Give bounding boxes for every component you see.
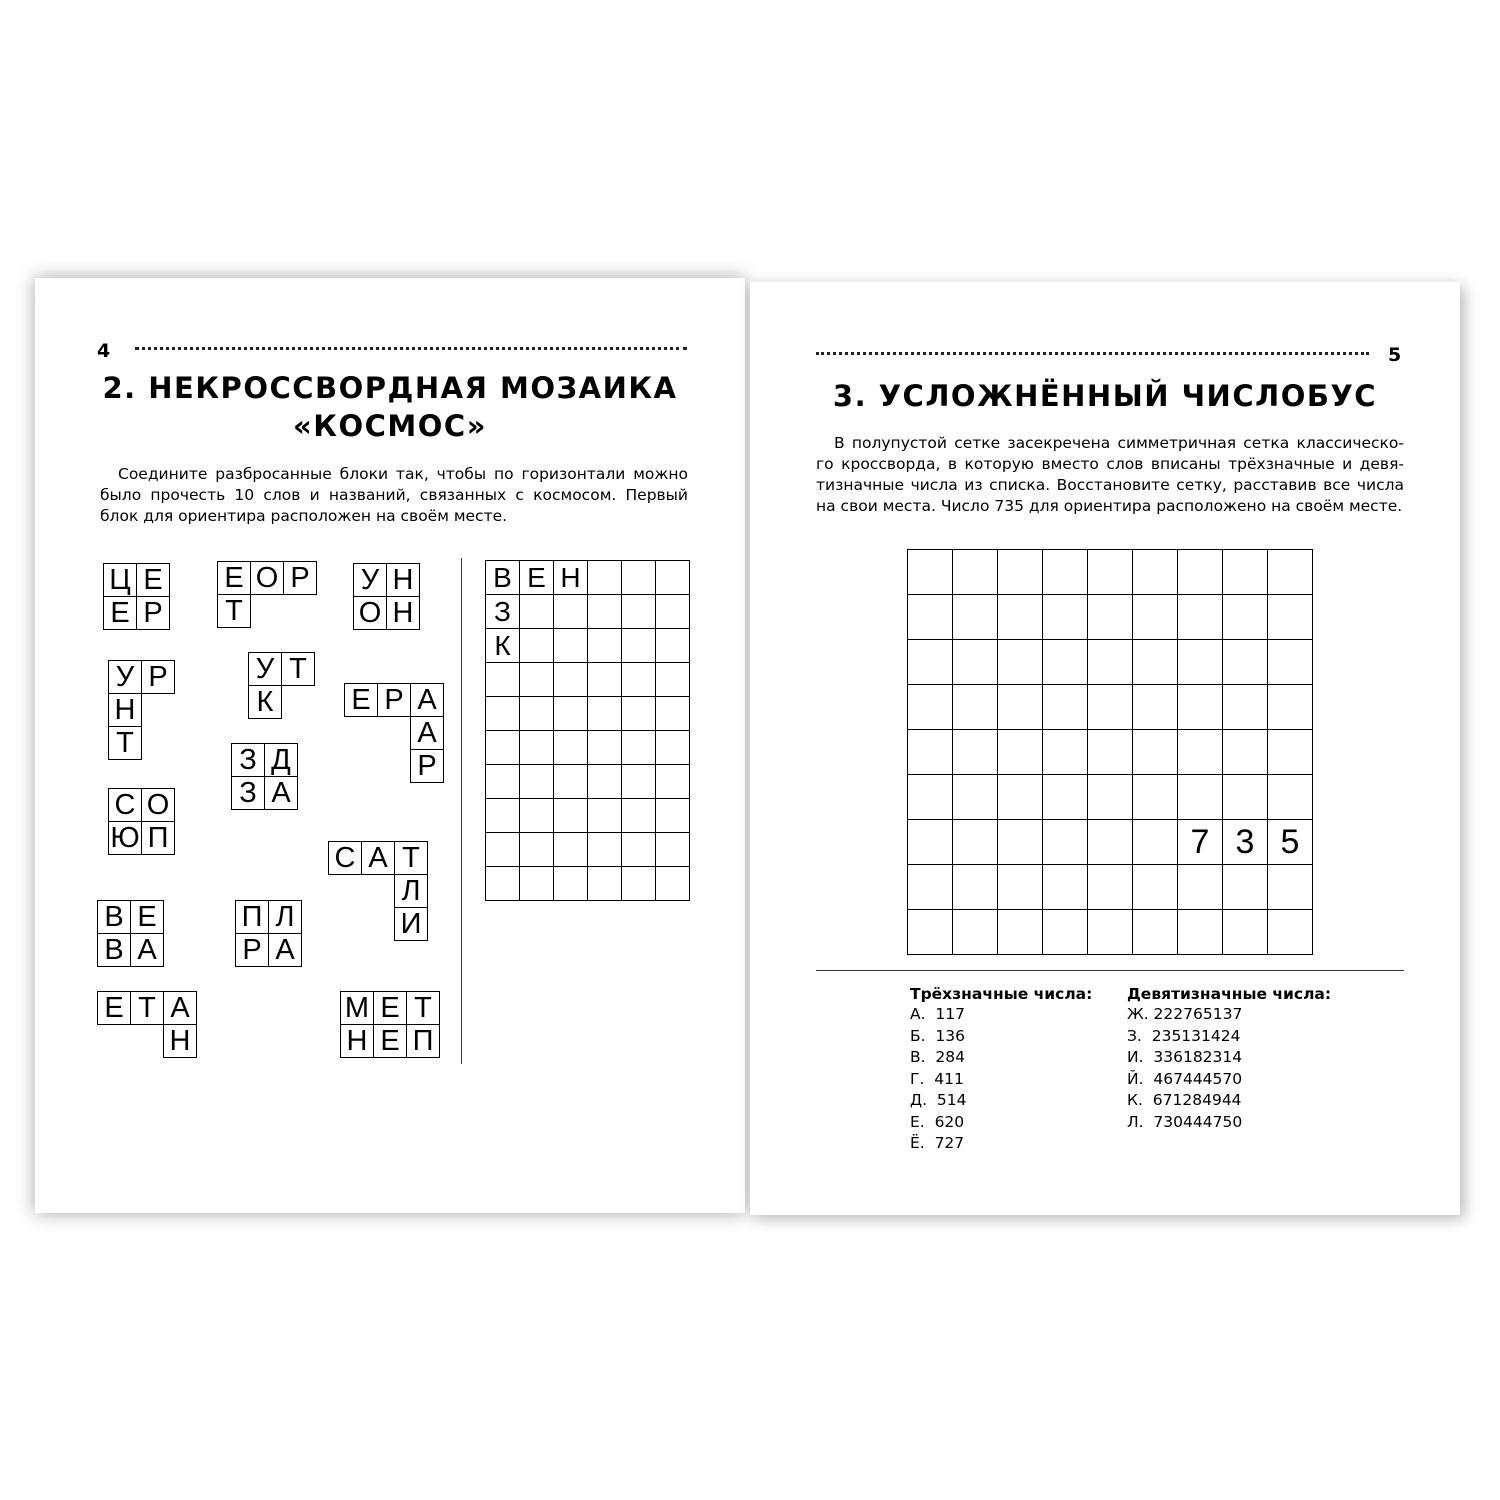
number-grid-cell[interactable] [1223, 640, 1268, 685]
number-grid-cell[interactable] [908, 910, 953, 955]
mosaic-block-cell: А [361, 841, 395, 875]
three-digit-item: Е. 620 [910, 1112, 965, 1131]
number-grid-cell[interactable] [1043, 640, 1088, 685]
number-grid-cell[interactable] [1088, 640, 1133, 685]
number-grid-cell[interactable] [908, 865, 953, 910]
number-grid-cell[interactable] [1133, 550, 1178, 595]
mosaic-block-cell: В [97, 900, 131, 934]
mosaic-block-cell: А [130, 933, 164, 967]
mosaic-block-cell: П [235, 900, 269, 934]
mosaic-block-cell: Е [373, 991, 407, 1025]
mosaic-grid-cell[interactable] [588, 629, 622, 663]
mosaic-block-cell: М [340, 991, 374, 1025]
mosaic-block-cell: Т [217, 594, 251, 628]
mosaic-block-cell: Н [108, 693, 142, 727]
mosaic-block-cell: Р [136, 596, 170, 630]
mosaic-block-cell: Е [136, 563, 170, 597]
number-grid-cell[interactable] [1268, 640, 1313, 685]
mosaic-grid-cell[interactable] [554, 833, 588, 867]
number-grid-cell[interactable] [953, 775, 998, 820]
mosaic-block-cell: А [268, 933, 302, 967]
number-grid-cell[interactable] [1268, 550, 1313, 595]
number-grid-cell[interactable] [1043, 775, 1088, 820]
mosaic-block-cell: Т [281, 652, 315, 686]
mosaic-grid-cell[interactable] [622, 629, 656, 663]
mosaic-block-cell: Т [394, 841, 428, 875]
number-grid-cell[interactable] [1178, 595, 1223, 640]
number-grid-cell[interactable] [908, 820, 953, 865]
number-grid-cell[interactable] [1088, 595, 1133, 640]
number-grid-cell[interactable] [1223, 595, 1268, 640]
number-grid-cell[interactable] [953, 820, 998, 865]
mosaic-grid-cell[interactable] [656, 867, 690, 901]
mosaic-block-cell: У [248, 652, 282, 686]
mosaic-grid-cell[interactable] [656, 799, 690, 833]
mosaic-block-cell: В [97, 933, 131, 967]
number-grid-cell[interactable] [1043, 595, 1088, 640]
mosaic-grid-cell[interactable] [520, 867, 554, 901]
mosaic-grid-cell[interactable] [622, 561, 656, 595]
number-grid-cell[interactable] [908, 685, 953, 730]
mosaic-grid-cell[interactable] [554, 697, 588, 731]
mosaic-block-cell: Т [108, 726, 142, 760]
mosaic-block-cell: Д [264, 743, 298, 777]
mosaic-grid-cell[interactable] [520, 731, 554, 765]
number-grid-cell[interactable] [1178, 775, 1223, 820]
mosaic-grid-cell[interactable] [520, 833, 554, 867]
mosaic-grid-cell[interactable] [486, 697, 520, 731]
mosaic-grid-cell[interactable] [520, 799, 554, 833]
mosaic-instructions: Соедините разбросанные блоки так, чтобы по горизонтали можно было прочесть 10 слов и названий, связанных с космосом. Первый блок для ориентира расположен на своём месте. [100, 465, 688, 525]
mosaic-block-cell: Е [103, 596, 137, 630]
mosaic-grid-cell[interactable] [486, 833, 520, 867]
mosaic-block-cell: Е [217, 561, 251, 595]
nine-digit-item: Л. 730444750 [1127, 1112, 1243, 1131]
mosaic-block-cell: У [108, 660, 142, 694]
mosaic-grid-cell[interactable] [554, 799, 588, 833]
number-grid-cell[interactable] [1268, 910, 1313, 955]
number-grid-cell[interactable] [1178, 685, 1223, 730]
nine-digit-item: Ж. 222765137 [1127, 1005, 1243, 1023]
horizontal-divider [816, 970, 1404, 971]
mosaic-grid-cell[interactable]: Е [520, 561, 554, 595]
mosaic-grid-cell[interactable] [554, 731, 588, 765]
number-grid-cell[interactable] [998, 865, 1043, 910]
mosaic-block-cell: Р [377, 683, 411, 717]
mosaic-grid-cell[interactable] [656, 765, 690, 799]
number-grid-cell[interactable] [1088, 775, 1133, 820]
mosaic-block-cell: З [231, 776, 265, 810]
mosaic-grid-cell[interactable] [622, 867, 656, 901]
mosaic-grid-cell[interactable] [554, 595, 588, 629]
mosaic-answer-grid [485, 560, 690, 901]
number-grid-cell[interactable] [1268, 595, 1313, 640]
mosaic-grid-cell[interactable] [656, 561, 690, 595]
mosaic-grid-cell[interactable] [520, 595, 554, 629]
mosaic-grid-cell[interactable] [588, 663, 622, 697]
number-grid-cell[interactable] [1133, 595, 1178, 640]
number-grid-cell[interactable] [1088, 550, 1133, 595]
mosaic-grid-cell[interactable] [656, 595, 690, 629]
mosaic-grid-cell[interactable]: З [486, 595, 520, 629]
mosaic-grid-cell[interactable] [656, 833, 690, 867]
mosaic-grid-cell[interactable] [486, 867, 520, 901]
mosaic-block-cell: А [410, 683, 444, 717]
three-digit-heading: Трёхзначные числа: [910, 985, 1093, 1003]
mosaic-grid-cell[interactable] [656, 731, 690, 765]
mosaic-block-cell: И [394, 907, 428, 941]
mosaic-grid-cell[interactable] [486, 663, 520, 697]
number-grid-cell[interactable] [953, 730, 998, 775]
number-grid-cell[interactable] [998, 685, 1043, 730]
number-grid-cell[interactable] [953, 640, 998, 685]
number-grid-cell[interactable] [1133, 910, 1178, 955]
number-grid-cell[interactable] [1223, 685, 1268, 730]
number-grid-cell[interactable] [1088, 820, 1133, 865]
number-grid-cell[interactable] [1223, 550, 1268, 595]
mosaic-grid-cell[interactable] [622, 595, 656, 629]
nine-digit-item: Й. 467444570 [1127, 1069, 1243, 1088]
number-grid-cell[interactable] [998, 640, 1043, 685]
number-grid-cell[interactable] [908, 730, 953, 775]
mosaic-block-cell: Е [344, 683, 378, 717]
mosaic-grid-cell[interactable] [520, 765, 554, 799]
mosaic-grid-cell[interactable] [520, 629, 554, 663]
mosaic-grid-cell[interactable] [588, 731, 622, 765]
number-grid-cell[interactable] [908, 775, 953, 820]
three-digit-item: Г. 411 [910, 1069, 964, 1088]
mosaic-grid-cell[interactable] [554, 867, 588, 901]
mosaic-block-cell: А [410, 716, 444, 750]
number-grid-cell[interactable] [998, 820, 1043, 865]
number-grid-cell[interactable] [1043, 820, 1088, 865]
mosaic-block-cell: Е [373, 1024, 407, 1058]
vertical-divider [461, 558, 462, 1064]
mosaic-block-cell: К [248, 685, 282, 719]
mosaic-block-cell: Н [386, 596, 420, 630]
number-grid-cell[interactable] [1043, 910, 1088, 955]
mosaic-grid-cell[interactable] [656, 629, 690, 663]
page-number-right: 5 [1388, 344, 1402, 366]
number-grid-cell[interactable] [1268, 775, 1313, 820]
number-grid-cell[interactable] [1178, 910, 1223, 955]
mosaic-grid-cell[interactable] [588, 697, 622, 731]
number-grid-cell[interactable] [1088, 685, 1133, 730]
mosaic-block-cell: Н [163, 1024, 197, 1058]
nine-digit-heading: Девятизначные числа: [1127, 985, 1332, 1003]
mosaic-block-cell: Л [394, 874, 428, 908]
three-digit-item: В. 284 [910, 1048, 965, 1066]
mosaic-grid-cell[interactable] [656, 697, 690, 731]
dotted-rule-right [816, 352, 1369, 355]
mosaic-block-cell: Н [340, 1024, 374, 1058]
mosaic-block-cell: Е [97, 991, 131, 1025]
mosaic-block-cell: Р [141, 660, 175, 694]
mosaic-grid-cell[interactable] [554, 663, 588, 697]
mosaic-title-line2: «КОСМОС» [293, 409, 487, 443]
mosaic-grid-cell[interactable] [622, 663, 656, 697]
nine-digit-item: И. 336182314 [1127, 1048, 1243, 1066]
page-number-left: 4 [97, 340, 111, 362]
mosaic-grid-cell[interactable] [622, 731, 656, 765]
nine-digit-item: К. 671284944 [1127, 1091, 1242, 1109]
number-grid-cell[interactable] [908, 550, 953, 595]
number-grid-cell[interactable] [1088, 865, 1133, 910]
mosaic-block-cell: Ц [103, 563, 137, 597]
number-grid-cell[interactable] [953, 595, 998, 640]
number-grid [907, 549, 1313, 955]
number-grid-cell[interactable] [1088, 910, 1133, 955]
number-grid-cell[interactable] [998, 910, 1043, 955]
number-grid-cell[interactable] [1133, 730, 1178, 775]
dotted-rule-left [135, 347, 687, 350]
numberbus-instructions: В полупустой сетке засекречена симметричная сетка классическо-го кроссворда, в которую вместо слов вписаны трёхзначные и девя-тизначные числа из списка. Восстановите сетку, расставив все числа на свои места. Число 735 для ориентира расположено на своём месте. [816, 434, 1404, 515]
number-grid-cell[interactable] [953, 910, 998, 955]
mosaic-block-cell: Н [386, 563, 420, 597]
mosaic-block-cell: З [231, 743, 265, 777]
number-grid-cell[interactable] [1178, 730, 1223, 775]
number-grid-cell[interactable]: 5 [1268, 820, 1313, 865]
number-grid-cell[interactable] [908, 640, 953, 685]
number-grid-cell[interactable] [908, 595, 953, 640]
number-grid-cell[interactable] [1133, 685, 1178, 730]
mosaic-block-cell: А [163, 991, 197, 1025]
number-grid-cell[interactable] [953, 865, 998, 910]
number-grid-cell[interactable] [1268, 685, 1313, 730]
mosaic-block-cell: Т [406, 991, 440, 1025]
number-grid-cell[interactable] [1088, 730, 1133, 775]
mosaic-grid-cell[interactable] [656, 663, 690, 697]
three-digit-item: Ё. 727 [910, 1134, 965, 1152]
mosaic-grid-cell[interactable] [486, 799, 520, 833]
mosaic-block-cell: У [353, 563, 387, 597]
mosaic-grid-cell[interactable]: К [486, 629, 520, 663]
three-digit-list [910, 985, 1092, 1155]
number-grid-cell[interactable] [953, 685, 998, 730]
left-page [35, 278, 745, 1213]
number-grid-cell[interactable] [1133, 820, 1178, 865]
numberbus-title: 3. УСЛОЖНЁННЫЙ ЧИСЛОБУС [832, 379, 1378, 413]
mosaic-block-cell: П [406, 1024, 440, 1058]
mosaic-block-cell: Р [235, 933, 269, 967]
mosaic-block-cell: Е [130, 900, 164, 934]
number-grid-cell[interactable] [1133, 775, 1178, 820]
number-grid-cell[interactable] [1043, 685, 1088, 730]
three-digit-item: Д. 514 [910, 1091, 967, 1109]
number-grid-cell[interactable] [1223, 910, 1268, 955]
number-grid-cell[interactable] [1223, 775, 1268, 820]
number-grid-cell[interactable] [1043, 730, 1088, 775]
mosaic-grid-cell[interactable] [554, 629, 588, 663]
mosaic-grid-cell[interactable] [588, 595, 622, 629]
mosaic-grid-cell[interactable] [588, 765, 622, 799]
number-grid-cell[interactable]: 7 [1178, 820, 1223, 865]
mosaic-grid-cell[interactable] [486, 765, 520, 799]
mosaic-grid-cell[interactable] [588, 833, 622, 867]
right-page [750, 282, 1460, 1215]
mosaic-block-cell: А [264, 776, 298, 810]
mosaic-title-line1: 2. НЕКРОССВОРДНАЯ МОЗАИКА [102, 371, 678, 405]
number-grid-cell[interactable] [1223, 730, 1268, 775]
number-grid-cell[interactable] [1268, 865, 1313, 910]
three-digit-item: А. 117 [910, 1005, 965, 1023]
number-grid-cell[interactable] [1043, 865, 1088, 910]
mosaic-grid-cell[interactable] [622, 833, 656, 867]
mosaic-block-cell: С [328, 841, 362, 875]
number-grid-cell[interactable] [998, 775, 1043, 820]
nine-digit-list [1127, 985, 1331, 1133]
mosaic-grid-cell[interactable]: Н [554, 561, 588, 595]
number-grid-cell[interactable] [953, 550, 998, 595]
number-grid-cell[interactable] [998, 730, 1043, 775]
mosaic-grid-cell[interactable] [588, 867, 622, 901]
number-grid-cell[interactable] [1133, 865, 1178, 910]
number-grid-cell[interactable] [1043, 550, 1088, 595]
number-grid-cell[interactable]: 3 [1223, 820, 1268, 865]
mosaic-grid-cell[interactable] [520, 697, 554, 731]
mosaic-grid-cell[interactable]: В [486, 561, 520, 595]
mosaic-block-cell: Р [283, 561, 317, 595]
mosaic-grid-cell[interactable] [554, 765, 588, 799]
mosaic-block-cell: Ю [108, 821, 142, 855]
mosaic-block-cell: П [141, 821, 175, 855]
mosaic-block-cell: О [141, 788, 175, 822]
mosaic-grid-cell[interactable] [622, 697, 656, 731]
number-grid-cell[interactable] [1223, 865, 1268, 910]
three-digit-item: Б. 136 [910, 1026, 965, 1045]
mosaic-grid-cell[interactable] [588, 799, 622, 833]
mosaic-grid-cell[interactable] [486, 731, 520, 765]
number-grid-cell[interactable] [1178, 550, 1223, 595]
mosaic-block-cell: С [108, 788, 142, 822]
number-grid-cell[interactable] [1133, 640, 1178, 685]
mosaic-grid-cell[interactable] [588, 561, 622, 595]
number-grid-cell[interactable] [998, 595, 1043, 640]
mosaic-block-cell: Р [410, 749, 444, 783]
nine-digit-item: З. 235131424 [1127, 1026, 1241, 1045]
mosaic-block-cell: Л [268, 900, 302, 934]
number-grid-cell[interactable] [1178, 640, 1223, 685]
mosaic-grid-cell[interactable] [520, 663, 554, 697]
mosaic-block-cell: Т [130, 991, 164, 1025]
mosaic-block-cell: О [353, 596, 387, 630]
number-grid-cell[interactable] [1268, 730, 1313, 775]
mosaic-grid-cell[interactable] [622, 799, 656, 833]
number-grid-cell[interactable] [1178, 865, 1223, 910]
number-grid-cell[interactable] [998, 550, 1043, 595]
mosaic-grid-cell[interactable] [622, 765, 656, 799]
mosaic-block-cell: О [250, 561, 284, 595]
